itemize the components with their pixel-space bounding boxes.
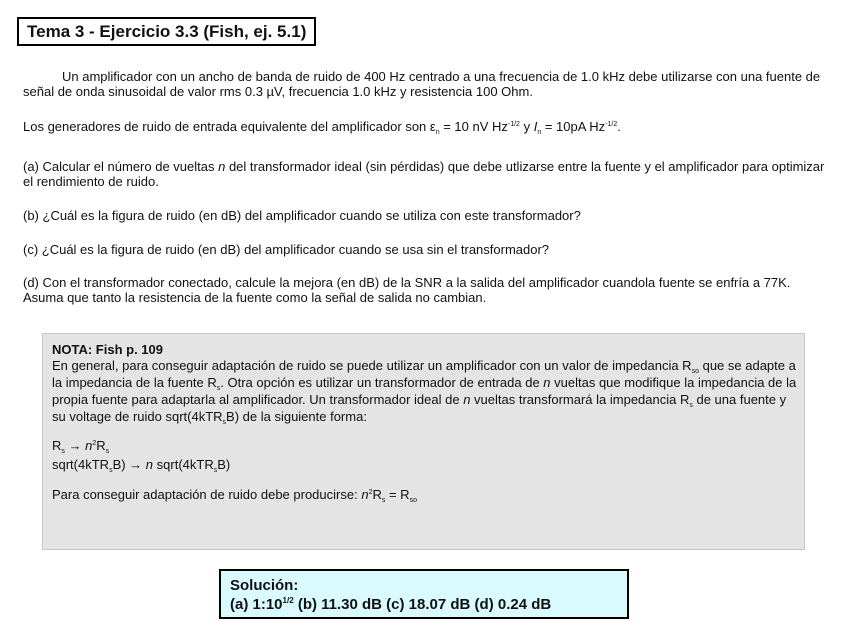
page-title: Tema 3 - Ejercicio 3.3 (Fish, ej. 5.1) — [17, 17, 316, 46]
question-a: (a) Calcular el número de vueltas n del transformador ideal (sin pérdidas) que debe utlizarse entre la fuente y el amplificador para optimizar el rendimiento de ruido. — [23, 159, 825, 189]
note-equation-2: sqrt(4kTR$_s$B) → n sqrt(4kTR$_s$B) — [52, 457, 231, 474]
question-d: (d) Con el transformador conectado, calcule la mejora (en dB) de la SNR a la salida del amplificador cuandola fuente se enfría a 77K. Asuma que tanto la resistencia de la fuente como la señal de salida no cambian. — [23, 275, 791, 305]
solution-label: Solución: — [230, 577, 299, 594]
note-box — [42, 333, 805, 550]
note-condition: Para conseguir adaptación de ruido debe producirse: $n^2R_s = R_{so}$ — [52, 487, 417, 504]
note-equation-1: $R_s \to n^2R_s$ — [52, 438, 110, 455]
solution-box — [219, 569, 629, 619]
solution-answers: (a) $1:10^{1/2}$ (b) 11.30 dB (c) 18.07 dB (d) 0.24 dB — [230, 596, 552, 613]
question-c: (c) ¿Cuál es la figura de ruido (en dB) del amplificador cuando se usa sin el transformador? — [23, 242, 550, 257]
noise-generators-paragraph: Los generadores de ruido de entrada equivalente del amplificador son $\varepsilon_n = 10$ nV $Hz^{-1/2}$ y $I_n = 10pA$ $Hz^{-1/2}$. — [23, 119, 621, 136]
question-b: (b) ¿Cuál es la figura de ruido (en dB) del amplificador cuando se utiliza con este transformador? — [23, 208, 581, 223]
note-paragraph: En general, para conseguir adaptación de ruido se puede utilizar un amplificador con un valor de impedancia $R_{so}$ que se adapte a la impedancia de la fuente $R_s$. Otra opción es utilizar un transformador de entrada de n vueltas que modifique la impedancia de la propia fuente para adaptarla al amplificador. Un transformador ideal de n vueltas transformará la impedancia $R_s$ de una fuente y su voltage de ruido sqrt(4kTR$_s$B) de la siguiente forma: — [52, 358, 797, 426]
note-heading: NOTA: Fish p. 109 — [52, 342, 163, 357]
intro-paragraph: Un amplificador con un ancho de banda de ruido de 400 Hz centrado a una frecuencia de 1.0 kHz debe utilizarse con una fuente de señal de onda sinusoidal de valor rms 0.3 µV, frecuencia 1.0 kHz y resistencia 100 Ohm. — [23, 69, 821, 99]
